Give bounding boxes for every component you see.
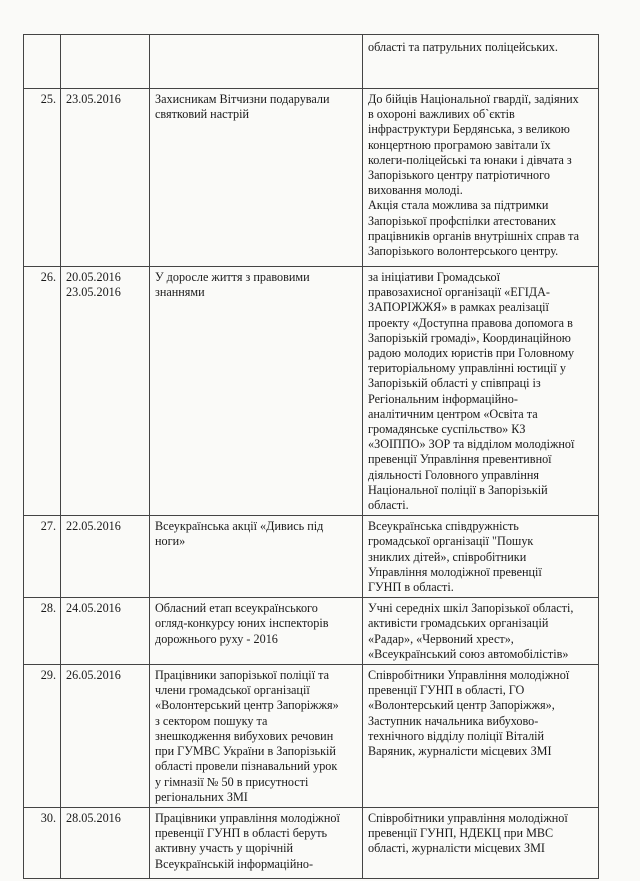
row-description: До бійців Національної гвардії, задіяних в охороні важливих об`єктів інфраструктури Бердянська, з великою концертною програмою завітали їх колеги-поліцейські та юнаки і дівчата з Запорізького центру патріотичного виховання молоді. Акція стала можлива за підтримки Запорізької профспілки атестованих працівників органів внутрішніх справ та Запорізького волонтерського центру. — [363, 89, 599, 267]
table-row — [24, 516, 599, 598]
row-date: 23.05.2016 — [61, 89, 150, 267]
table-row — [24, 598, 599, 665]
table-row — [24, 35, 599, 89]
table-row — [24, 807, 599, 878]
row-number: 26. — [24, 267, 61, 516]
table-row — [24, 89, 599, 267]
row-title: У доросле життя з правовими знаннями — [150, 267, 363, 516]
row-number: 29. — [24, 665, 61, 808]
row-title: Працівники запорізької поліції та члени громадської організації «Волонтерський центр Запоріжжя» з сектором пошуку та знешкодження вибухових речовин при ГУМВС України в Запорізькій області провели пізнавальний урок у гімназії № 50 в присутності регіональних ЗМІ — [150, 665, 363, 808]
row-title: Захисникам Вітчизни подарували святковий настрій — [150, 89, 363, 267]
row-description: Співробітники Управління молодіжної превенції ГУНП в області, ГО «Волонтерський центр Запоріжжя», Заступник начальника вибухово- технічного відділу поліції Віталій Варяник, журналісти місцевих ЗМІ — [363, 665, 599, 808]
row-number — [24, 35, 61, 89]
row-title: Працівники управління молодіжної превенції ГУНП в області беруть активну участь у щорічній Всеукраїнській інформаційно- — [150, 807, 363, 878]
row-title — [150, 35, 363, 89]
row-date: 24.05.2016 — [61, 598, 150, 665]
row-number: 28. — [24, 598, 61, 665]
row-number: 30. — [24, 807, 61, 878]
table-row — [24, 665, 599, 808]
row-title: Всеукраїнська акції «Дивись під ноги» — [150, 516, 363, 598]
events-table — [23, 34, 599, 879]
row-description: області та патрульних поліцейських. — [363, 35, 599, 89]
row-number: 27. — [24, 516, 61, 598]
row-description: Всеукраїнська співдружність громадської організації "Пошук зниклих дітей», співробітники Управління молодіжної превенції ГУНП в області. — [363, 516, 599, 598]
row-date: 28.05.2016 — [61, 807, 150, 878]
row-number: 25. — [24, 89, 61, 267]
row-title: Обласний етап всеукраїнського огляд-конкурсу юних інспекторів дорожнього руху - 2016 — [150, 598, 363, 665]
table-row — [24, 267, 599, 516]
row-date: 22.05.2016 — [61, 516, 150, 598]
row-date: 20.05.2016 23.05.2016 — [61, 267, 150, 516]
row-date: 26.05.2016 — [61, 665, 150, 808]
row-description: Учні середніх шкіл Запорізької області, активісти громадських організацій «Радар», «Червоний хрест», «Всеукраїнський союз автомобілістів» — [363, 598, 599, 665]
row-date — [61, 35, 150, 89]
row-description: Співробітники управління молодіжної превенції ГУНП, НДЕКЦ при МВС області, журналісти місцевих ЗМІ — [363, 807, 599, 878]
row-description: за ініціативи Громадської правозахисної організації «ЕГІДА- ЗАПОРІЖЖЯ» в рамках реалізації проекту «Доступна правова допомога в Запорізькій громаді», Координаційною радою молодих юристів при Головному територіальному управлінні юстиції у Запорізькій області у співпраці із Регіональним інформаційно- аналітичним центром «Освіта та громадянське суспільство» КЗ «ЗОІППО» ЗОР та відділом молодіжної превенції Управління превентивної діяльності Головного управління Національної поліції в Запорізькій області. — [363, 267, 599, 516]
